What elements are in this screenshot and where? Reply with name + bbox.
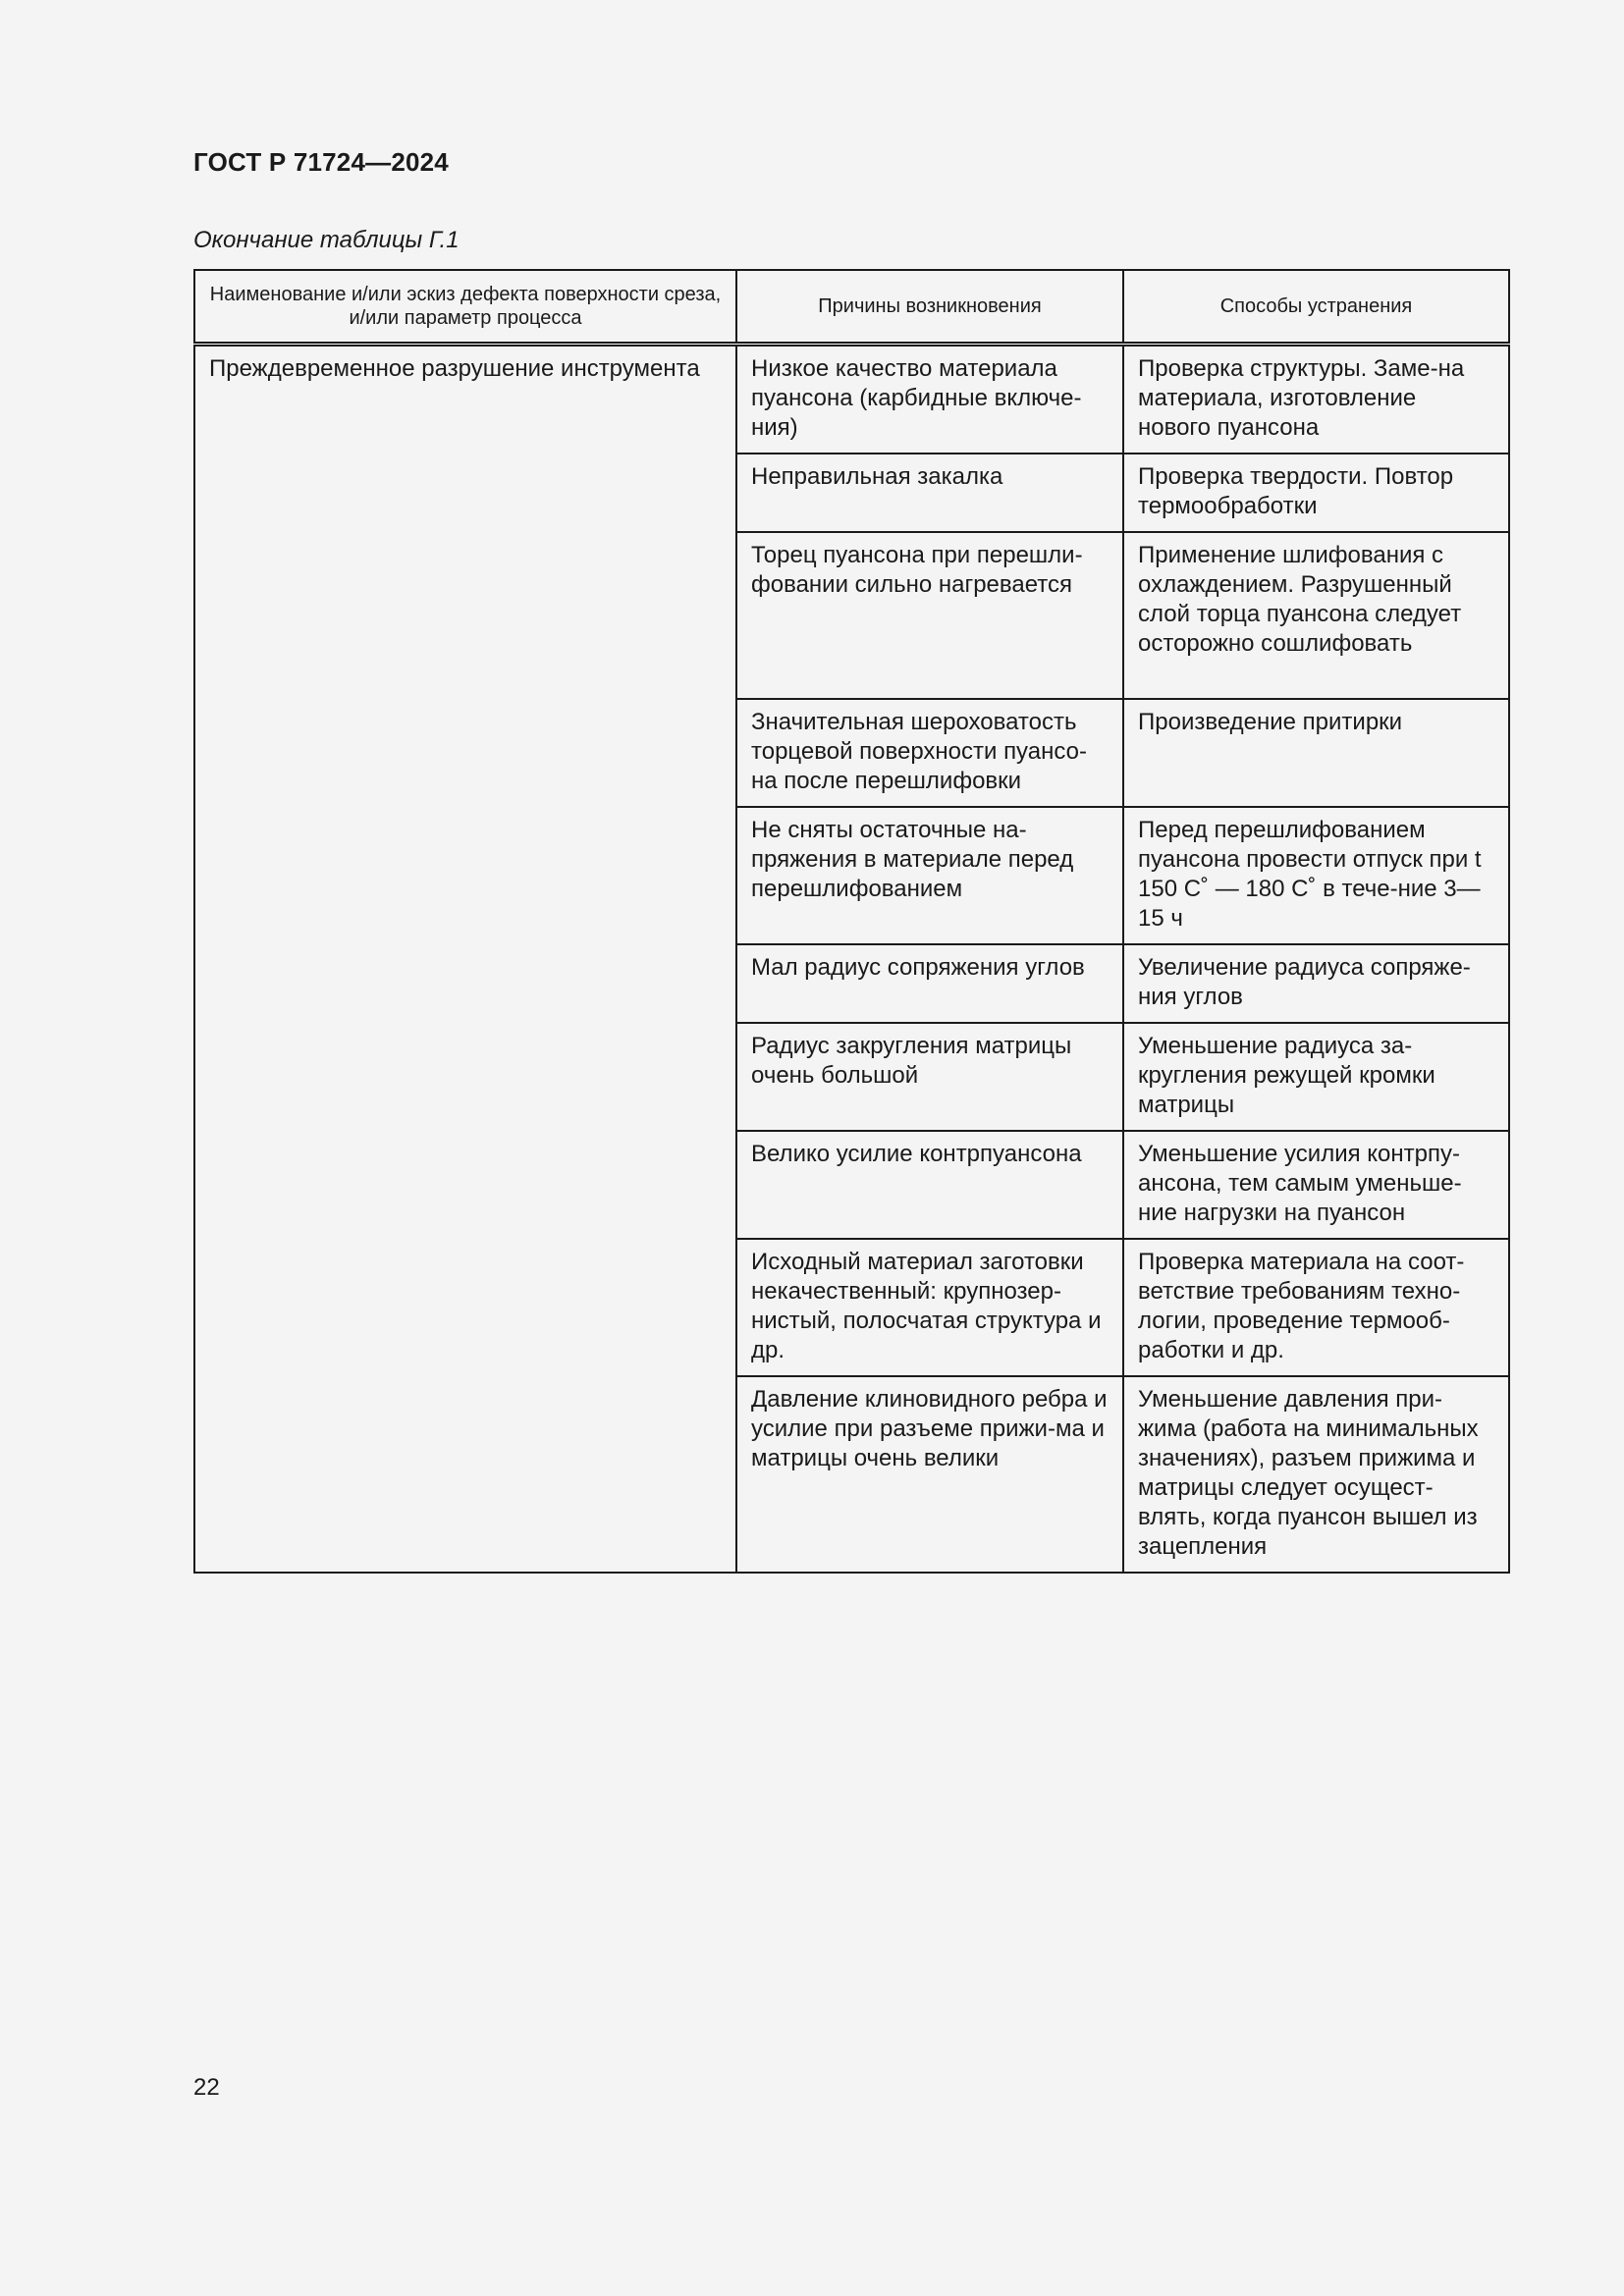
remedy-cell: Перед перешлифованием пуансона провести отпуск при t 150 С˚ — 180 С˚ в тече-ние 3—15 ч xyxy=(1123,807,1509,944)
cause-cell: Радиус закругления матрицы очень большой xyxy=(736,1023,1123,1131)
cause-cell: Торец пуансона при перешли-фовании сильно нагревается xyxy=(736,532,1123,699)
table-row xyxy=(194,345,1509,454)
column-header-causes: Причины возникновения xyxy=(736,270,1123,345)
page-number: 22 xyxy=(193,2074,220,2101)
column-header-remedies: Способы устранения xyxy=(1123,270,1509,345)
document-header: ГОСТ Р 71724—2024 xyxy=(193,147,449,177)
remedy-cell: Применение шлифования с охлаждением. Разрушенный слой торца пуансона следует осторожно сошлифовать xyxy=(1123,532,1509,699)
cause-cell: Мал радиус сопряжения углов xyxy=(736,944,1123,1023)
remedy-cell: Проверка материала на соот-ветствие требованиям техно-логии, проведение термооб-работки и др. xyxy=(1123,1239,1509,1376)
cause-cell: Исходный материал заготовки некачественный: крупнозер-нистый, полосчатая структура и др. xyxy=(736,1239,1123,1376)
remedy-cell: Уменьшение усилия контрпу-ансона, тем самым уменьше-ние нагрузки на пуансон xyxy=(1123,1131,1509,1239)
table-caption: Окончание таблицы Г.1 xyxy=(193,227,460,253)
remedy-cell: Увеличение радиуса сопряже-ния углов xyxy=(1123,944,1509,1023)
remedy-cell: Произведение притирки xyxy=(1123,699,1509,807)
cause-cell: Давление клиновидного ребра и усилие при разъеме прижи-ма и матрицы очень велики xyxy=(736,1376,1123,1573)
defect-name-cell: Преждевременное разрушение инструмента xyxy=(194,345,736,1574)
table-header-row xyxy=(194,270,1509,345)
cause-cell: Низкое качество материала пуансона (карбидные включе-ния) xyxy=(736,345,1123,454)
remedy-cell: Уменьшение давления при-жима (работа на минимальных значениях), разъем прижима и матрицы следует осущест-влять, когда пуансон вышел из зацепления xyxy=(1123,1376,1509,1573)
remedy-cell: Проверка твердости. Повтор термообработки xyxy=(1123,454,1509,532)
remedy-cell: Уменьшение радиуса за-кругления режущей кромки матрицы xyxy=(1123,1023,1509,1131)
defects-table xyxy=(193,269,1510,1574)
cause-cell: Велико усилие контрпуансона xyxy=(736,1131,1123,1239)
cause-cell: Не сняты остаточные на-пряжения в материале перед перешлифованием xyxy=(736,807,1123,944)
cause-cell: Неправильная закалка xyxy=(736,454,1123,532)
remedy-cell: Проверка структуры. Заме-на материала, изготовление нового пуансона xyxy=(1123,345,1509,454)
column-header-defect: Наименование и/или эскиз дефекта поверхности среза, и/или параметр процесса xyxy=(194,270,736,345)
cause-cell: Значительная шероховатость торцевой поверхности пуансо-на после перешлифовки xyxy=(736,699,1123,807)
